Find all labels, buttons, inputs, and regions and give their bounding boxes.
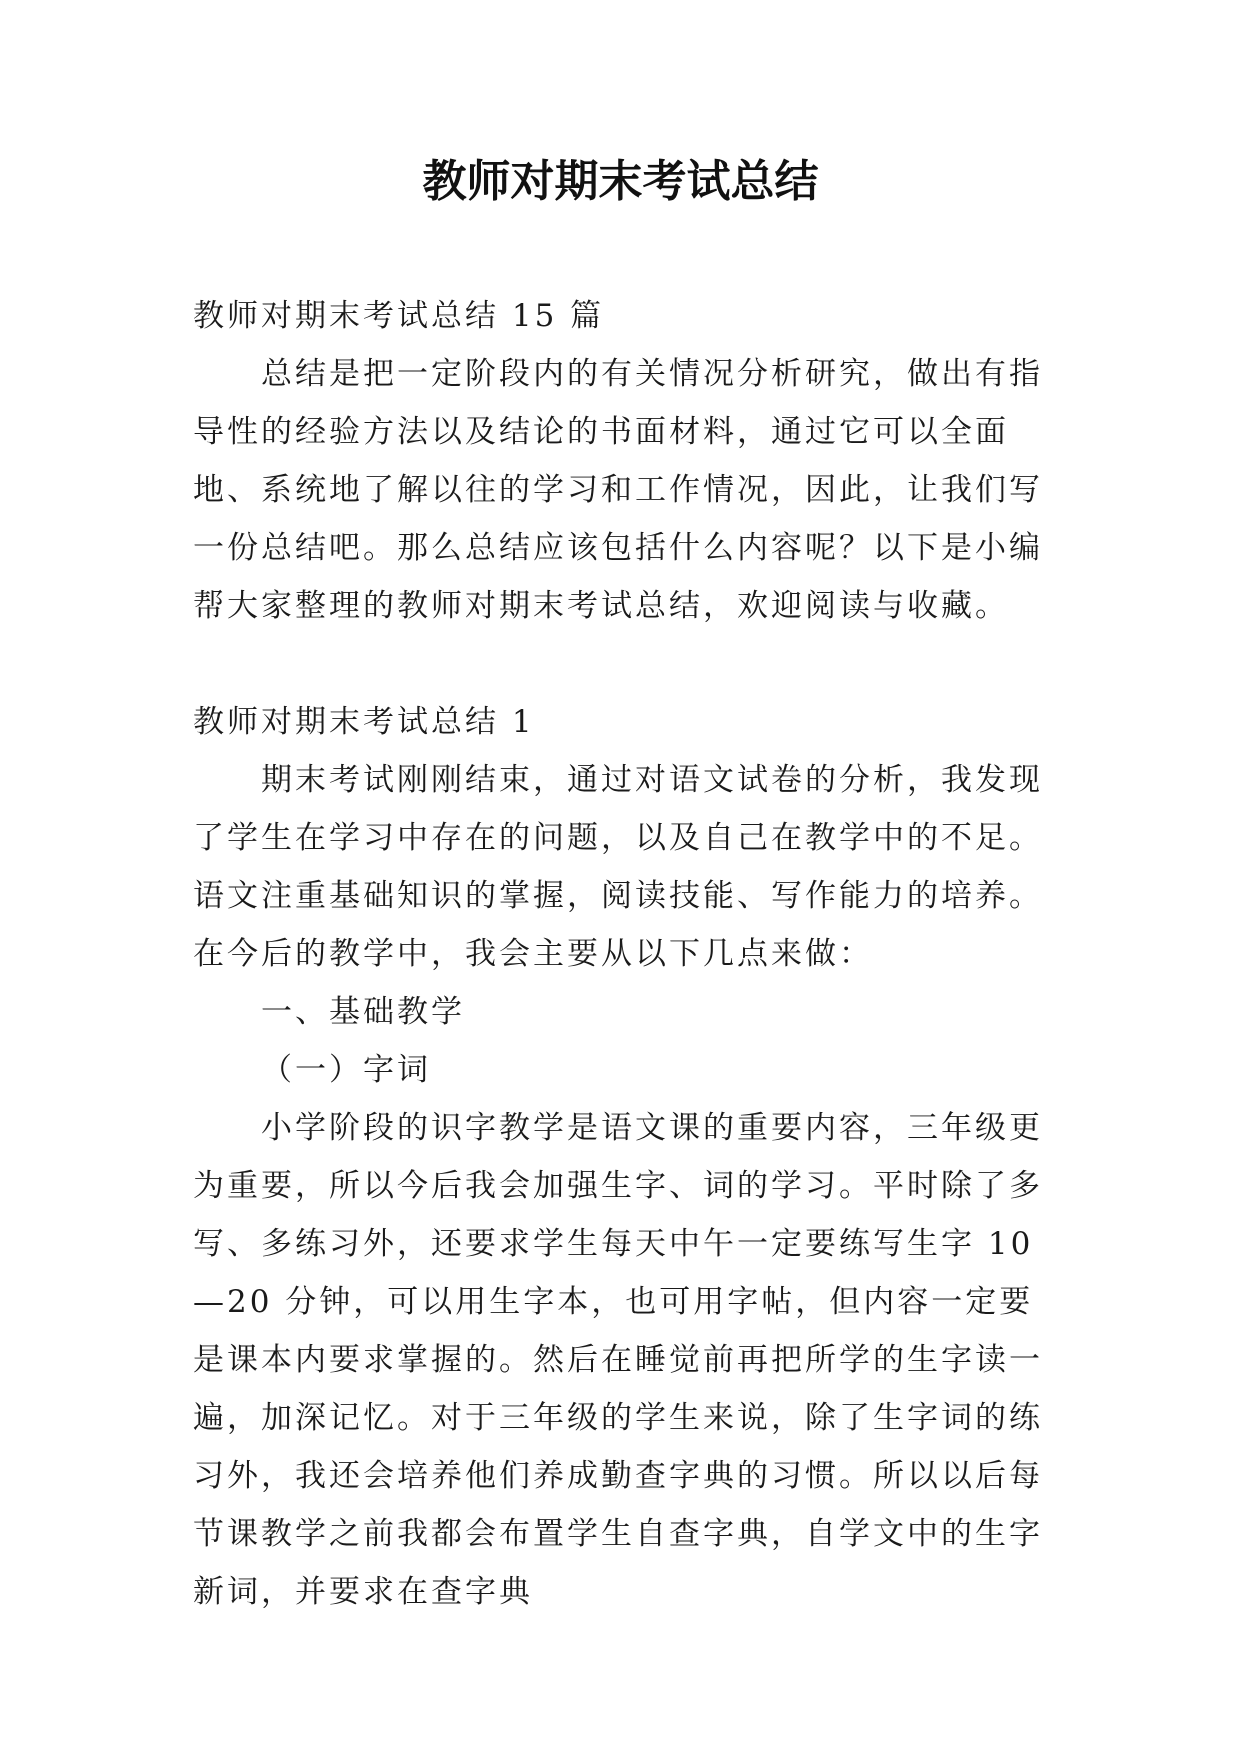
document-subtitle: 教师对期末考试总结 15 篇	[193, 298, 605, 334]
intro-paragraph: 总结是把一定阶段内的有关情况分析研究，做出有指导性的经验方法以及结论的书面材料，通过它可以全面地、系统地了解以往的学习和工作情况，因此，让我们写一份总结吧。那么总结应该包括什么内容呢？以下是小编帮大家整理的教师对期末考试总结，欢迎阅读与收藏。	[193, 356, 1043, 624]
body-paragraph: 小学阶段的识字教学是语文课的重要内容，三年级更为重要，所以今后我会加强生字、词的学习。平时除了多写、多练习外，还要求学生每天中午一定要练写生字 10—20 分钟，可以用生字本，也可用字帖，但内容一定要是课本内要求掌握的。然后在睡觉前再把所学的生字读一遍，加深记忆。对于三年级的学生来说，除了生字词的练习外，我还会培养他们养成勤查字典的习惯。所以以后每节课教学之前我都会布置学生自查字典，自学文中的生字新词，并要求在查字典	[193, 1110, 1043, 1610]
list-heading: 一、基础教学	[261, 994, 465, 1030]
paragraph-gap	[193, 635, 1063, 693]
document-title: 教师对期末考试总结	[422, 156, 819, 207]
section-heading: 教师对期末考试总结 1	[193, 704, 535, 740]
document-body	[193, 287, 1063, 1621]
list-subheading: （一）字词	[261, 1052, 431, 1088]
body-paragraph: 期末考试刚刚结束，通过对语文试卷的分析，我发现了学生在学习中存在的问题，以及自己在教学中的不足。语文注重基础知识的掌握，阅读技能、写作能力的培养。在今后的教学中，我会主要从以下几点来做：	[193, 762, 1043, 972]
